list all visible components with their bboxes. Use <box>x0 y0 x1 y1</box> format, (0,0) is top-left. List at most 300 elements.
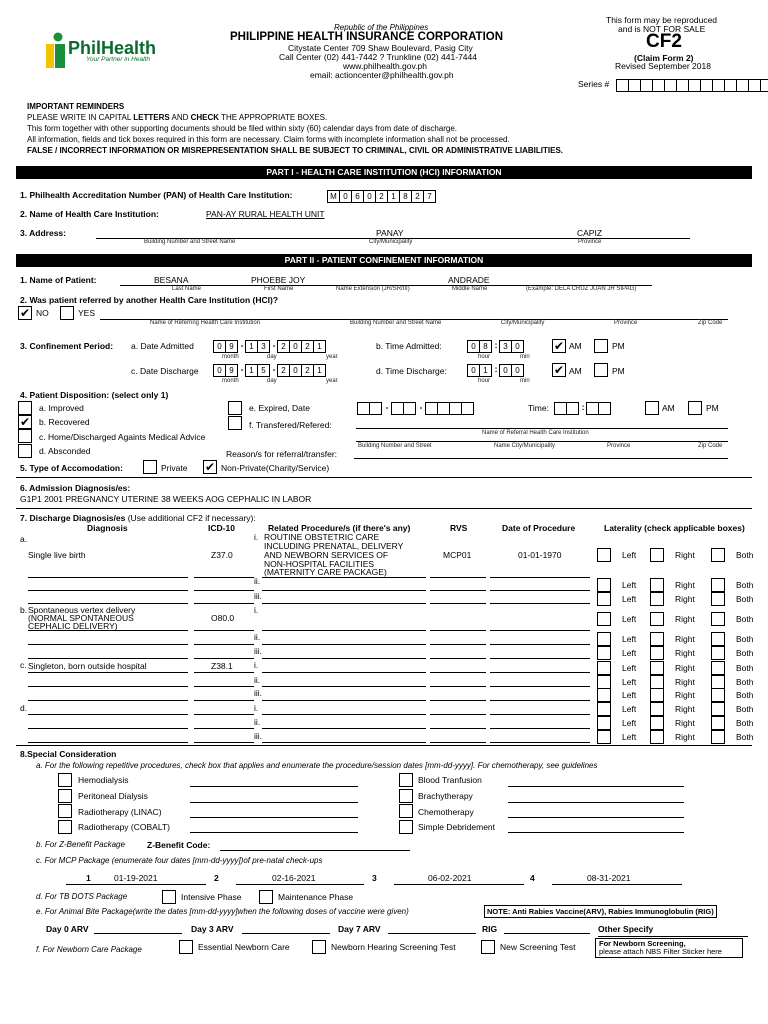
rig-line <box>504 933 590 934</box>
table-line <box>28 630 188 631</box>
cap-min: min <box>520 354 530 360</box>
diag-b-line3[interactable]: CEPHALIC DELIVERY) <box>28 621 118 631</box>
special-title: 8.Special Consideration <box>20 749 117 759</box>
laterality-left-checkbox[interactable] <box>597 730 611 744</box>
table-line <box>430 700 486 701</box>
cap-ref-city: City/Municipality <box>501 320 545 326</box>
laterality-right-checkbox[interactable] <box>650 675 664 689</box>
laterality-both-label: Both <box>736 704 754 714</box>
brachytherapy-checkbox[interactable] <box>399 789 413 803</box>
republic-label: Republic of the Philippines <box>334 23 429 32</box>
hci-province-value[interactable]: CAPIZ <box>577 228 603 238</box>
table-line <box>490 577 590 578</box>
expired-am-checkbox[interactable] <box>645 401 659 415</box>
newborn-screening-label: New Screening Test <box>500 942 576 952</box>
table-line <box>430 742 486 743</box>
laterality-both-checkbox[interactable] <box>711 578 725 592</box>
table-line <box>28 714 188 715</box>
pan-digit[interactable]: 1 <box>387 190 400 203</box>
cap-name-example: (Example: DELA CRUZ JUAN JR SIPAG) <box>526 286 637 292</box>
section-divider <box>16 508 752 509</box>
laterality-both-checkbox[interactable] <box>711 716 725 730</box>
table-line <box>490 700 590 701</box>
time-admitted-pm-checkbox[interactable] <box>594 339 608 353</box>
laterality-left-label: Left <box>622 663 637 673</box>
laterality-right-label: Right <box>675 663 695 673</box>
roman-iii: iii. <box>254 731 263 741</box>
patient-first-name[interactable]: PHOEBE JOY <box>251 275 306 285</box>
referral-reason-line <box>354 458 728 459</box>
cap-bldg2: Building Number and Street <box>358 443 432 449</box>
disp-ama-checkbox[interactable] <box>18 429 32 443</box>
table-line <box>430 728 486 729</box>
laterality-right-label: Right <box>675 634 695 644</box>
mcp-label: c. For MCP Package (enumerate four dates [mm-dd-yyyy])of pre-natal check-ups <box>36 856 323 865</box>
blood-transfusion-checkbox[interactable] <box>399 773 413 787</box>
icd-c-value[interactable]: Z38.1 <box>211 661 233 671</box>
time-digit[interactable]: 0 <box>467 364 480 377</box>
laterality-both-checkbox[interactable] <box>711 688 725 702</box>
laterality-both-checkbox[interactable] <box>711 730 725 744</box>
cap-first-name: First Name <box>264 286 294 292</box>
am-label: AM <box>662 403 675 413</box>
part1-title-bar: PART I - HEALTH CARE INSTITUTION (HCI) INFORMATION <box>16 166 752 179</box>
laterality-both-label: Both <box>736 732 754 742</box>
date-digit[interactable]: 2 <box>277 364 290 377</box>
laterality-left-checkbox[interactable] <box>597 702 611 716</box>
laterality-both-label: Both <box>736 663 754 673</box>
other-specify-label: Other Specify <box>598 924 654 934</box>
peritoneal-checkbox[interactable] <box>58 789 72 803</box>
laterality-both-label: Both <box>736 677 754 687</box>
patient-name-label: 1. Name of Patient: <box>20 275 97 285</box>
table-line <box>430 672 486 673</box>
cap-day: day <box>267 354 277 360</box>
laterality-left-label: Left <box>622 718 637 728</box>
debridement-checkbox[interactable] <box>399 820 413 834</box>
disp-recovered-label: b. Recovered <box>39 417 90 427</box>
disp-absconded-checkbox[interactable] <box>18 444 32 458</box>
intensive-phase-label: Intensive Phase <box>181 892 242 902</box>
other-specify-line <box>598 936 748 937</box>
date-sep: - <box>240 364 244 374</box>
pan-digit[interactable]: M <box>327 190 340 203</box>
day7-line <box>388 933 476 934</box>
laterality-right-checkbox[interactable] <box>650 730 664 744</box>
laterality-right-label: Right <box>675 704 695 714</box>
table-line <box>262 714 426 715</box>
laterality-right-checkbox[interactable] <box>650 716 664 730</box>
referred-label: 2. Was patient referred by another Health Care Institution (HCI)? <box>20 295 279 305</box>
mcp-num-2: 2 <box>214 873 219 883</box>
reproduce-notice: This form may be reproduced <box>606 15 718 25</box>
hci-address-label: 3. Address: <box>20 228 66 238</box>
referred-no-checkbox[interactable]: ✔ <box>19 306 31 320</box>
form-code: CF2 <box>646 31 682 52</box>
proc-a-line5[interactable]: (MATERNITY CARE PACKAGE) <box>264 567 387 577</box>
laterality-left-label: Left <box>622 634 637 644</box>
proc-a-line4[interactable]: NON-HOSPITAL FACILITIES <box>264 559 375 569</box>
logo-text: PhilHealth <box>68 38 157 58</box>
laterality-left-label: Left <box>622 732 637 742</box>
date-digit[interactable]: 9 <box>225 364 238 377</box>
newborn-label: f. For Newborn Care Package <box>36 945 142 954</box>
hemodialysis-label: Hemodialysis <box>78 775 129 785</box>
mcp-line-2 <box>236 884 364 885</box>
date-digit[interactable]: 5 <box>257 364 270 377</box>
accom-private-checkbox[interactable] <box>143 460 157 474</box>
brachytherapy-label: Brachytherapy <box>418 791 473 801</box>
laterality-both-checkbox[interactable] <box>711 632 725 646</box>
icd-a-value[interactable]: Z37.0 <box>211 550 233 560</box>
laterality-right-checkbox[interactable] <box>650 688 664 702</box>
org-name: PHILIPPINE HEALTH INSURANCE CORPORATION <box>230 31 504 43</box>
essential-newborn-checkbox[interactable] <box>179 940 193 954</box>
mcp-date-1[interactable]: 01-19-2021 <box>114 873 158 883</box>
org-website: www.philhealth.gov.ph <box>343 61 427 71</box>
reminder-text: AND <box>169 113 191 122</box>
cap-hour: hour <box>478 378 491 384</box>
philhealth-logo-icon <box>44 32 68 70</box>
radio-linac-checkbox[interactable] <box>58 804 72 818</box>
date-digit[interactable]: 2 <box>301 364 314 377</box>
pan-digit[interactable]: 8 <box>399 190 412 203</box>
expired-time-boxes[interactable] <box>555 402 611 415</box>
laterality-right-checkbox[interactable] <box>650 612 664 626</box>
radio-cobalt-checkbox[interactable] <box>58 820 72 834</box>
patient-last-name[interactable]: BESANA <box>154 275 189 285</box>
laterality-right-checkbox[interactable] <box>650 592 664 606</box>
org-phone: Call Center (02) 441-7442 ? Trunkline (02) 441-7444 <box>279 52 477 62</box>
date-digit[interactable]: 1 <box>313 364 326 377</box>
table-line <box>194 577 254 578</box>
laterality-right-checkbox[interactable] <box>650 632 664 646</box>
date-sep: - <box>240 340 244 350</box>
laterality-left-checkbox[interactable] <box>597 675 611 689</box>
proc-a-line3[interactable]: AND NEWBORN SERVICES OF <box>264 550 389 560</box>
col-icd10: ICD-10 <box>208 523 235 533</box>
radio-linac-label: Radiotherapy (LINAC) <box>78 807 162 817</box>
date-a-value[interactable]: 01-01-1970 <box>518 550 562 560</box>
date-discharge-boxes[interactable] <box>214 364 326 377</box>
form-name: (Claim Form 2) <box>634 53 694 63</box>
special-a-text: a. For the following repetitive procedures, check box that applies and enumerate the procedure/session dates [mm-dd-yyyy]. For chemotherapy, see guidelines <box>36 761 598 770</box>
laterality-left-label: Left <box>622 690 637 700</box>
diag-c-value[interactable]: Singleton, born outside hospital <box>28 661 147 671</box>
day0-label: Day 0 ARV <box>46 924 89 934</box>
laterality-left-checkbox[interactable] <box>597 716 611 730</box>
laterality-both-label: Both <box>736 634 754 644</box>
time-admitted-label: b. Time Admitted: <box>376 341 442 351</box>
time-discharge-pm-checkbox[interactable] <box>594 363 608 377</box>
disp-transferred-checkbox[interactable] <box>228 416 242 430</box>
date-digit[interactable]: 0 <box>213 364 226 377</box>
date-digit[interactable]: 1 <box>245 364 258 377</box>
cap-ref-name: Name of Referring Health Care Institution <box>150 320 261 326</box>
mcp-num-4: 4 <box>530 873 535 883</box>
date-digit[interactable]: 0 <box>289 364 302 377</box>
diag-a-value[interactable]: Single live birth <box>28 550 86 560</box>
disp-expired-label: e. Expired, Date <box>249 403 310 413</box>
section-divider <box>16 745 752 746</box>
hearing-screening-label: Newborn Hearing Screening Test <box>331 942 456 952</box>
diag-b-line2[interactable]: (NORMAL SPONTANEOUS <box>28 613 134 623</box>
date-digit[interactable]: 3 <box>257 340 270 353</box>
not-for-sale-notice: and is NOT FOR SALE <box>618 24 706 34</box>
laterality-right-label: Right <box>675 718 695 728</box>
laterality-left-checkbox[interactable] <box>597 688 611 702</box>
time-discharge-boxes[interactable] <box>468 364 524 377</box>
pm-label: PM <box>612 341 625 351</box>
discharge-diagnosis-heading <box>20 513 256 523</box>
org-address: Citystate Center 709 Shaw Boulevard, Pasig City <box>288 43 473 53</box>
laterality-right-label: Right <box>675 594 695 604</box>
laterality-right-label: Right <box>675 690 695 700</box>
laterality-both-label: Both <box>736 594 754 604</box>
laterality-both-checkbox[interactable] <box>711 675 725 689</box>
mcp-date-4[interactable]: 08-31-2021 <box>587 873 631 883</box>
expired-time-label: Time: <box>528 403 549 413</box>
time-digit[interactable]: 8 <box>479 340 492 353</box>
row-letter-d: d. <box>20 703 28 713</box>
am-label: AM <box>569 341 582 351</box>
pan-digit[interactable]: 7 <box>423 190 436 203</box>
laterality-right-label: Right <box>675 732 695 742</box>
laterality-left-label: Left <box>622 550 637 560</box>
disp-expired-checkbox[interactable] <box>228 401 242 415</box>
laterality-both-checkbox[interactable] <box>711 646 725 660</box>
laterality-left-checkbox[interactable] <box>597 592 611 606</box>
diag-b-line1[interactable]: Spontaneous vertex delivery <box>28 605 136 615</box>
date-digit[interactable]: 1 <box>313 340 326 353</box>
date-digit[interactable]: 0 <box>213 340 226 353</box>
time-digit[interactable]: 3 <box>499 340 512 353</box>
table-line <box>490 742 590 743</box>
laterality-right-checkbox[interactable] <box>650 578 664 592</box>
roman-i: i. <box>254 660 259 670</box>
table-line <box>430 630 486 631</box>
date-digit[interactable]: 2 <box>277 340 290 353</box>
time-sep: : <box>581 402 585 412</box>
pan-digit[interactable]: 2 <box>411 190 424 203</box>
laterality-left-checkbox[interactable] <box>597 578 611 592</box>
date-sep: - <box>419 402 423 412</box>
patient-middle-name[interactable]: ANDRADE <box>448 275 490 285</box>
confinement-label: 3. Confinement Period: <box>20 341 114 351</box>
time-digit[interactable]: 0 <box>499 364 512 377</box>
date-digit[interactable]: 9 <box>225 340 238 353</box>
table-line <box>194 700 254 701</box>
roman-iii: iii. <box>254 688 263 698</box>
reminder-line-4: FALSE / INCORRECT INFORMATION OR MISREPRESENTATION SHALL BE SUBJECT TO CRIMINAL, CIVIL OR ADMINISTRATIVE LIABILITIES. <box>27 146 564 155</box>
blood-transfusion-label: Blood Tranfusion <box>418 775 482 785</box>
laterality-right-label: Right <box>675 550 695 560</box>
reminder-line-2: This form together with other supporting documents should be filed within sixty (60) calendar days from date of discharge. <box>27 124 457 133</box>
laterality-both-label: Both <box>736 550 754 560</box>
date-admitted-boxes[interactable] <box>214 340 326 353</box>
pan-digit[interactable]: 6 <box>351 190 364 203</box>
laterality-both-checkbox[interactable] <box>711 548 725 562</box>
laterality-right-checkbox[interactable] <box>650 661 664 675</box>
mcp-date-2[interactable]: 02-16-2021 <box>272 873 316 883</box>
maintenance-phase-label: Maintenance Phase <box>278 892 354 902</box>
day0-line <box>94 933 182 934</box>
laterality-left-label: Left <box>622 677 637 687</box>
pan-digit[interactable]: 2 <box>375 190 388 203</box>
day7-label: Day 7 ARV <box>338 924 381 934</box>
date-sep: - <box>272 364 276 374</box>
mcp-date-3[interactable]: 06-02-2021 <box>428 873 472 883</box>
table-line <box>28 700 188 701</box>
section-divider <box>16 477 752 478</box>
laterality-right-label: Right <box>675 580 695 590</box>
time-digit[interactable]: 1 <box>479 364 492 377</box>
laterality-both-checkbox[interactable] <box>711 592 725 606</box>
hearing-screening-checkbox[interactable] <box>312 940 326 954</box>
chemotherapy-checkbox[interactable] <box>399 804 413 818</box>
table-line <box>262 658 426 659</box>
table-line <box>490 728 590 729</box>
reminder-line-1 <box>27 113 327 122</box>
cap-middle-name: Middle Name <box>452 286 488 292</box>
time-sep: : <box>494 364 498 374</box>
disp-improved-checkbox[interactable] <box>18 401 32 415</box>
disp-absconded-label: d. Absconded <box>39 446 91 456</box>
hci-name-value[interactable]: PAN-AY RURAL HEALTH UNIT <box>206 209 325 219</box>
hemodialysis-checkbox[interactable] <box>58 773 72 787</box>
roman-iii: iii. <box>254 591 263 601</box>
cap-ref-province: Province <box>614 320 638 326</box>
time-digit[interactable]: 0 <box>511 364 524 377</box>
laterality-both-checkbox[interactable] <box>711 612 725 626</box>
expired-date-boxes[interactable] <box>358 402 474 415</box>
laterality-right-label: Right <box>675 648 695 658</box>
proc-a-line2[interactable]: INCLUDING PRENATAL, DELIVERY <box>264 541 404 551</box>
maintenance-phase-checkbox[interactable] <box>259 890 273 904</box>
roman-ii: ii. <box>254 632 261 642</box>
table-line <box>262 672 426 673</box>
laterality-left-checkbox[interactable] <box>597 612 611 626</box>
date-sep: - <box>272 340 276 350</box>
accom-nonprivate-checkbox[interactable]: ✔ <box>204 460 216 474</box>
table-line <box>28 658 188 659</box>
time-discharge-am-checkbox[interactable]: ✔ <box>553 363 565 377</box>
newborn-screening-checkbox[interactable] <box>481 940 495 954</box>
cap-month: month <box>222 378 239 384</box>
date-digit[interactable]: 0 <box>289 340 302 353</box>
laterality-left-checkbox[interactable] <box>597 548 611 562</box>
time-digit[interactable]: 0 <box>467 340 480 353</box>
pan-boxes[interactable] <box>328 190 436 203</box>
hci-city-value[interactable]: PANAY <box>376 228 404 238</box>
intensive-phase-checkbox[interactable] <box>162 890 176 904</box>
date-digit[interactable]: 1 <box>245 340 258 353</box>
pan-digit[interactable]: 0 <box>339 190 352 203</box>
table-line <box>262 590 426 591</box>
icd-b-value[interactable]: O80.0 <box>211 613 235 623</box>
disposition-label: 4. Patient Disposition: (select only 1) <box>20 390 169 400</box>
laterality-left-checkbox[interactable] <box>597 661 611 675</box>
expired-pm-checkbox[interactable] <box>688 401 702 415</box>
referred-yes-checkbox[interactable] <box>60 306 74 320</box>
time-admitted-am-checkbox[interactable]: ✔ <box>553 339 565 353</box>
table-line <box>262 603 426 604</box>
peritoneal-line <box>190 802 358 803</box>
table-line <box>430 644 486 645</box>
table-line <box>262 686 426 687</box>
zbenefit-code-line <box>220 850 410 851</box>
accom-private-label: Private <box>161 463 188 473</box>
table-line <box>490 590 590 591</box>
time-admitted-boxes[interactable] <box>468 340 524 353</box>
table-line <box>28 603 188 604</box>
referred-yes-label: YES <box>78 308 96 318</box>
table-line <box>490 658 590 659</box>
row-letter-b: b. <box>20 605 28 615</box>
table-line <box>194 590 254 591</box>
pm-label: PM <box>612 366 625 376</box>
radio-cobalt-label: Radiotherapy (COBALT) <box>78 822 170 832</box>
laterality-left-checkbox[interactable] <box>597 632 611 646</box>
mcp-line-1 <box>66 884 206 885</box>
disp-ama-label: c. Home/Discharged Againts Medical Advice <box>39 432 206 442</box>
cap-referral-hci: Name of Referral Health Care Institution <box>482 430 589 436</box>
time-digit[interactable]: 0 <box>511 340 524 353</box>
table-line <box>194 603 254 604</box>
laterality-both-label: Both <box>736 648 754 658</box>
laterality-left-label: Left <box>622 580 637 590</box>
laterality-left-label: Left <box>622 648 637 658</box>
laterality-both-checkbox[interactable] <box>711 702 725 716</box>
roman-ii: ii. <box>254 675 261 685</box>
date-digit[interactable]: 2 <box>301 340 314 353</box>
cap-ref-zip: Zip Code <box>698 320 723 326</box>
table-line <box>194 728 254 729</box>
pan-digit[interactable]: 0 <box>363 190 376 203</box>
roman-ii: ii. <box>254 717 261 727</box>
admission-diagnosis-value[interactable]: G1P1 2001 PREGNANCY UTERINE 38 WEEKS AOG CEPHALIC IN LABOR <box>20 494 312 504</box>
reminder-text: PLEASE WRITE IN CAPITAL <box>27 113 134 122</box>
animal-bite-label: e. For Animal Bite Package(write the dates [mm-dd-yyyy]when the following doses of vaccine were given) <box>36 907 409 916</box>
row-letter-a: a. <box>20 534 28 544</box>
laterality-both-label: Both <box>736 614 754 624</box>
laterality-right-label: Right <box>675 677 695 687</box>
cap-year: year <box>326 378 338 384</box>
series-number-boxes[interactable] <box>617 79 768 92</box>
referral-hci-line <box>356 428 728 429</box>
cap-city2: Name City/Municipality <box>494 443 556 449</box>
laterality-both-checkbox[interactable] <box>711 661 725 675</box>
col-procedure: Related Procedure/s (if there's any) <box>268 523 411 533</box>
table-line <box>194 644 254 645</box>
time-discharge-label: d. Time Discharge: <box>376 366 447 376</box>
laterality-right-checkbox[interactable] <box>650 702 664 716</box>
table-line <box>262 644 426 645</box>
date-discharge-label: c. Date Discharge <box>131 366 199 376</box>
rvs-a-value[interactable]: MCP01 <box>443 550 472 560</box>
laterality-left-checkbox[interactable] <box>597 646 611 660</box>
discharge-diagnosis-note: (Use additional CF2 if necessary): <box>125 513 256 523</box>
disp-recovered-checkbox[interactable]: ✔ <box>19 415 31 429</box>
table-line <box>194 742 254 743</box>
org-email: email: actioncenter@philhealth.gov.ph <box>310 70 454 80</box>
proc-a-line1[interactable]: ROUTINE OBSTETRIC CARE <box>264 532 380 542</box>
laterality-both-label: Both <box>736 580 754 590</box>
laterality-right-checkbox[interactable] <box>650 646 664 660</box>
pm-label: PM <box>706 403 719 413</box>
laterality-right-checkbox[interactable] <box>650 548 664 562</box>
cap-year: year <box>326 354 338 360</box>
